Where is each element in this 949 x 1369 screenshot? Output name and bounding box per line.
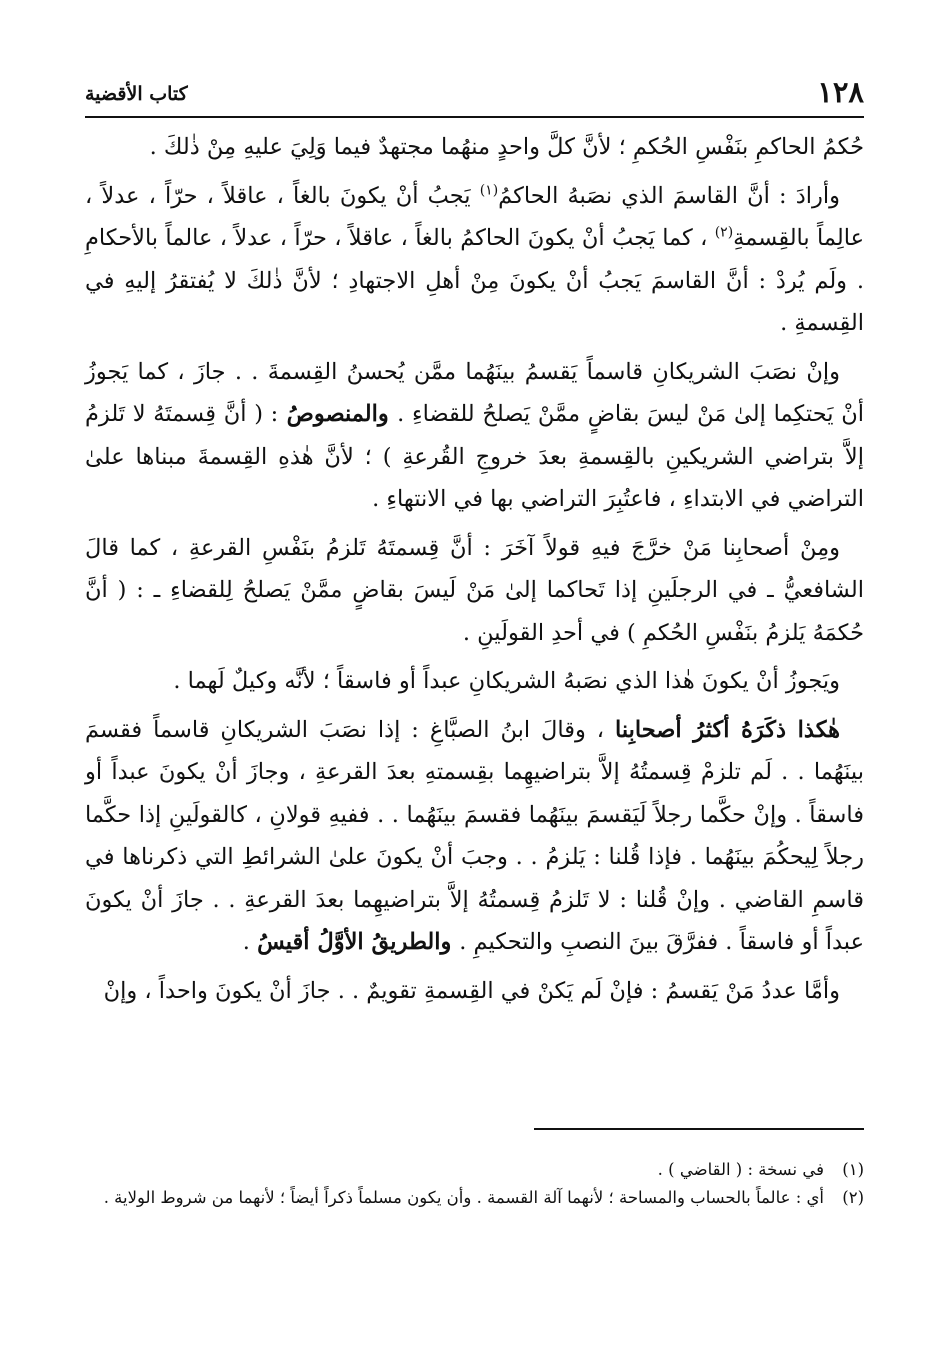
paragraph-5: ويَجوزُ أنْ يكونَ هٰذا الذي نصَبهُ الشريكانِ عبداً أو فاسقاً ؛ لأنَّه وكيلٌ لَهما . — [173, 668, 840, 694]
paragraph-2-part-2: يَجبُ أنْ يكونَ بالغاً ، عاقلاً ، حرّاً ، عدلاً ، عالِماً بالقِسمةِ — [85, 182, 864, 251]
footnote-divider — [534, 1128, 864, 1130]
paragraph-3-bold: والمنصوصُ — [278, 401, 398, 427]
paragraph-6 — [85, 709, 864, 964]
footnote-number: (٢) — [842, 1188, 864, 1207]
paragraph-4: ومِنْ أصحابِنا مَنْ خرَّجَ فيهِ قولاً آخَرَ : أنَّ قِسمتَهُ تَلزمُ بنَفْسِ القرعةِ ، كما قالَ الشافعيُّ ـ في الرجلَينِ إذا تَحاكما إلىٰ مَنْ لَيسَ بقاضٍ ممَّنْ يَصلحُ لِلقضاءِ ـ : ( أنَّ حُكمَهُ يَلزمُ بنَفْسِ الحُكمِ ) في أحدِ القولَينِ . — [85, 534, 864, 646]
book-title: كتاب الأقضية — [85, 83, 188, 105]
footnote-2 — [85, 1184, 864, 1212]
footnote-text: في نسخة : ( القاضي ) . — [657, 1160, 824, 1179]
paragraph-3-part-2: : ( أنَّ قِسمتَهُ لا تَلزمُ إلاَّ بتراضي الشريكينِ بالقِسمةِ بعدَ خروجِ القُرعةِ ) ؛ لأنَّ هٰذهِ القِسمةَ مبناها علىٰ التراضي في الابتداءِ ، فاعتُبِرَ التراضي بها في الانتهاءِ . — [85, 401, 864, 512]
footnote-ref-1[interactable]: (١) — [479, 182, 499, 198]
footnote-ref-2[interactable]: (٢) — [714, 224, 734, 241]
paragraph-6-bold-1: هٰكذا ذكَرَهُ أكثرُ أصحابِنا — [615, 716, 840, 743]
paragraph-6-part-1: ، وقالَ ابنُ الصبَّاغِ : إذا نصَبَ الشريكانِ قاسماً فقسمَ بينَهُما . . لَم تلزمْ قِسمتُهُ إلاَّ بتراضيهِما بقِسمتهِ بعدَ القرعةِ ، وجازَ أنْ يكونَ عبداً أو فاسقاً . وإنْ حكَّما رجلاً لَيَقسمَ بينَهُما فقسمَ بينَهُما . . ففيهِ قولانِ ، كالقولَينِ إذا حكَّما رجلاً لِيحكُمَ بينَهُما . فإذا قُلنا : يَلزمُ . . وجبَ أنْ يكونَ علىٰ الشرائطِ التي ذكرناها في قاسمِ القاضي . وإنْ قُلنا : لا تَلزمُ قِسمتُهُ إلاَّ بتراضيهِما بعدَ القرعةِ . . جازَ أنْ يكونَ عبداً أو فاسقاً . ففرَّقَ بينَ النصبِ والتحكيمِ . — [85, 716, 864, 955]
paragraph-6-bold-2: والطريقُ الأوَّلُ أقيسُ — [257, 929, 460, 955]
paragraph-1: حُكمُ الحاكمِ بنَفْسِ الحُكمِ ؛ لأنَّ كلَّ واحدٍ منهُما مجتهدٌ فيما وَلِيَ عليهِ مِنْ ذٰلكَ . — [149, 134, 864, 160]
paragraph-2-part-1: وأرادَ : أنَّ القاسمَ الذي نصَبهُ الحاكمُ — [498, 182, 840, 209]
paragraph-3-part-1: وإنْ نصَبَ الشريكانِ قاسماً يَقسمُ بينَهُما ممَّن يُحسنُ القِسمةَ . . جازَ ، كما يَجوزُ أنْ يَحتكِما إلىٰ مَنْ ليسَ بقاضٍ ممَّنْ يَصلحُ للقضاءِ . — [85, 358, 864, 427]
footnotes — [85, 1156, 864, 1212]
footnote-text: أي : عالماً بالحساب والمساحة ؛ لأنهما آلة القسمة . وأن يكون مسلماً ذكراً أيضاً ؛ لأنهما من شروط الولاية . — [103, 1188, 824, 1207]
main-text — [85, 126, 864, 1018]
paragraph-7: وأمَّا عددُ مَنْ يَقسمُ : فإنْ لَم يَكنْ في القِسمةِ تقويمٌ . . جازَ أنْ يكونَ واحداً ، وإنْ — [103, 977, 840, 1004]
paragraph-2 — [85, 175, 864, 345]
paragraph-2-part-3: ، كما يَجبُ أنْ يكونَ الحاكمُ بالغاً ، عاقلاً ، حرّاً ، عدلاً ، عالماً بالأحكامِ . ولَم يُردْ : أنَّ القاسمَ يَجبُ أنْ يكونَ مِنْ أهلِ الاجتهادِ ؛ لأنَّ ذٰلكَ لا يُفتقرُ إليهِ في القِسمةِ . — [85, 225, 864, 336]
paragraph-3 — [85, 351, 864, 521]
paragraph-6-end: . — [242, 929, 258, 955]
page-header — [85, 72, 864, 118]
page-number: ١٢٨ — [817, 75, 864, 109]
footnote-number: (١) — [842, 1160, 864, 1179]
footnote-1 — [85, 1156, 864, 1184]
